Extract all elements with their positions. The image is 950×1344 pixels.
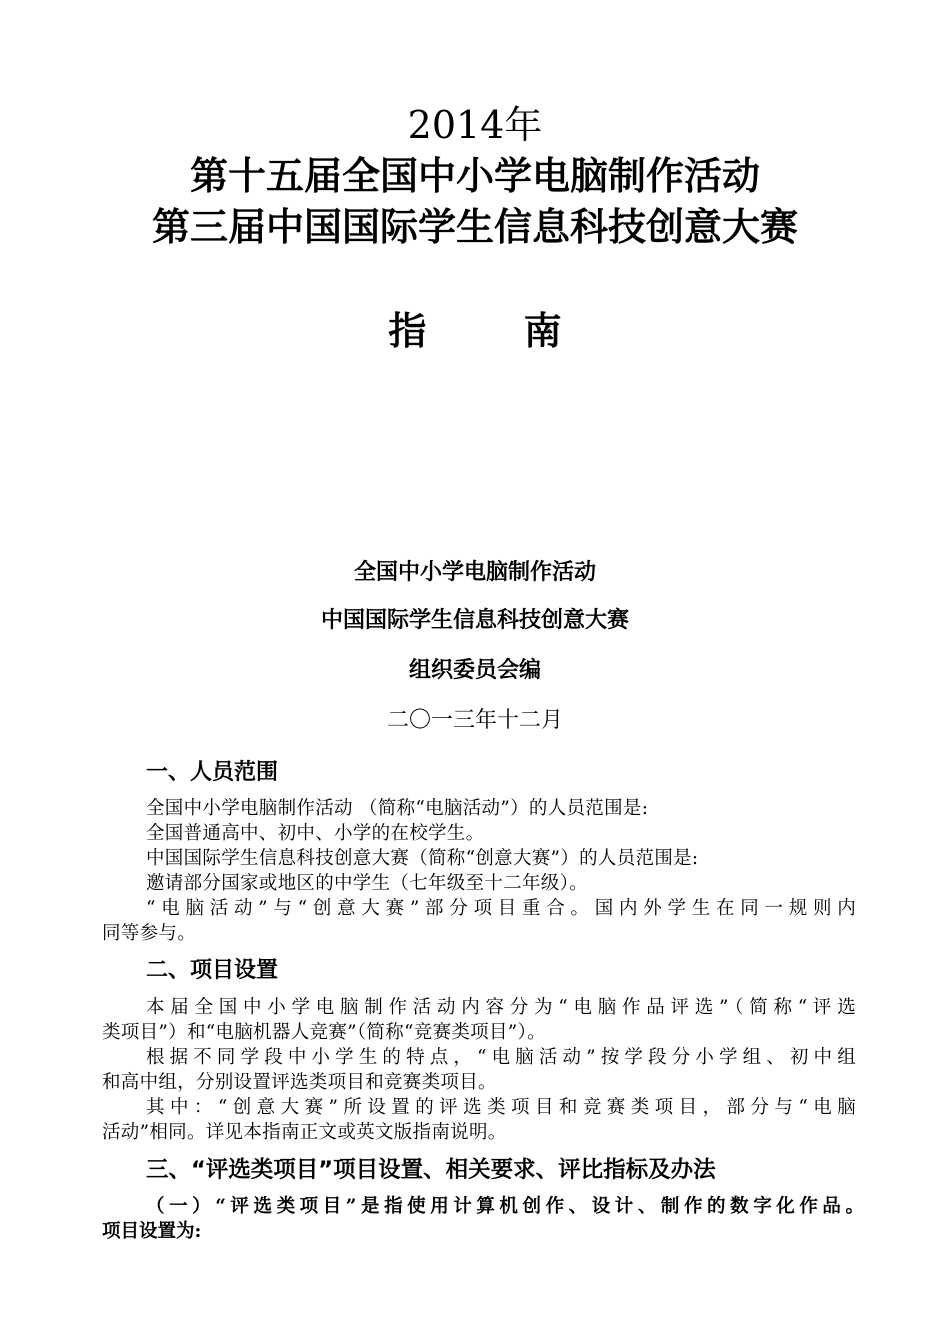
section-1-para-5b: 同等参与。 <box>102 923 197 944</box>
section-1-para-4: 邀请部分国家或地区的中学生（七年级至十二年级）。 <box>146 873 588 894</box>
title-line-1: 第十五届全国中小学电脑制作活动 <box>189 153 760 198</box>
section-1-para-3: 中国国际学生信息科技创意大赛（简称“创意大赛”）的人员范围是: <box>146 848 699 869</box>
section-2-heading: 二、项目设置 <box>146 958 279 983</box>
title-year: 2014年 <box>407 103 543 147</box>
section-1-heading: 一、人员范围 <box>146 760 279 785</box>
organizer-date: 二〇一三年十二月 <box>386 708 563 733</box>
section-1-para-5a: “电脑活动”与“创意大赛”部分项目重合。国内外学生在同一规则内 <box>146 898 856 919</box>
organizer-line-3: 组织委员会编 <box>408 658 541 683</box>
section-1-para-2: 全国普通高中、初中、小学的在校学生。 <box>146 823 485 844</box>
title-line-2: 第三届中国国际学生信息科技创意大赛 <box>151 204 798 249</box>
organizer-line-1: 全国中小学电脑制作活动 <box>353 560 596 585</box>
section-3-para-1a: （一）“评选类项目”是指使用计算机创作、设计、制作的数字化作品。 <box>146 1196 864 1217</box>
organizer-line-2: 中国国际学生信息科技创意大赛 <box>320 608 629 633</box>
section-2-para-2b: 和高中组，分别设置评选类项目和竞赛类项目。 <box>102 1072 497 1093</box>
section-1-para-1: 全国中小学电脑制作活动 （简称“电脑活动”）的人员范围是: <box>146 798 649 819</box>
section-2-para-1b: 类项目”）和“电脑机器人竞赛”（简称“竞赛类项目”）。 <box>102 1022 546 1043</box>
section-3-para-1b: 项目设置为: <box>102 1221 202 1242</box>
section-2-para-1a: 本届全国中小学电脑制作活动内容分为“电脑作品评选”（简称“评选 <box>146 997 856 1018</box>
section-2-para-2a: 根据不同学段中小学生的特点，“电脑活动”按学段分小学组、初中组 <box>146 1047 856 1068</box>
section-3-heading: 三、“评选类项目”项目设置、相关要求、评比指标及办法 <box>146 1157 716 1183</box>
section-2-para-3a: 其中：“创意大赛”所设置的评选类项目和竞赛类项目，部分与“电脑 <box>146 1097 856 1118</box>
title-guide: 指 南 <box>388 308 604 353</box>
section-2-para-3b: 活动”相同。详见本指南正文或英文版指南说明。 <box>102 1122 507 1143</box>
